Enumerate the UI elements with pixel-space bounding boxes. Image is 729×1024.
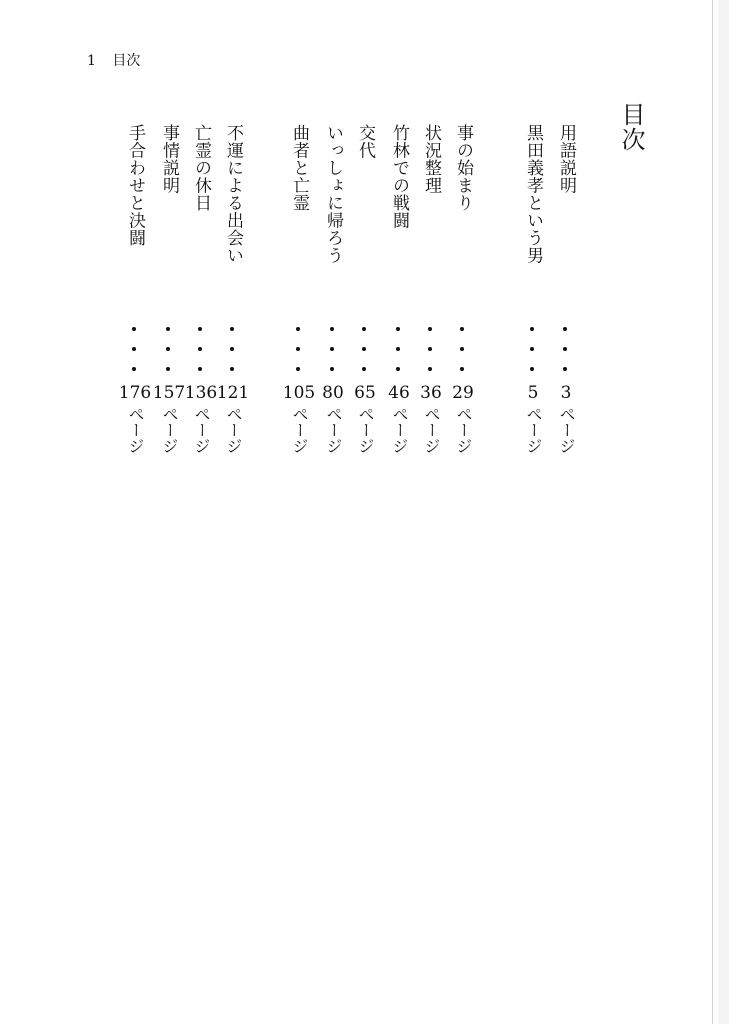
leader-dot	[460, 347, 464, 351]
leader-dot	[530, 327, 534, 331]
toc-entry-title: 竹林での戦闘	[389, 124, 409, 229]
toc-entry-title: 事情説明	[159, 124, 179, 194]
leader-dot	[330, 347, 334, 351]
toc-page-number: 46	[388, 383, 410, 403]
leader-dot	[296, 327, 300, 331]
leader-dot	[132, 347, 136, 351]
leader-dot	[396, 347, 400, 351]
toc-leader-dots	[428, 327, 434, 387]
leader-dot	[362, 347, 366, 351]
leader-dot	[563, 327, 567, 331]
leader-dot	[530, 367, 534, 371]
toc-entry-title: 不運による出会い	[223, 124, 243, 264]
toc-entry-page	[354, 382, 376, 454]
toc-heading: 目次	[617, 102, 645, 152]
toc-page-suffix: ページ	[422, 406, 441, 454]
header-section-title: 目次	[112, 53, 141, 69]
toc-page-number: 176	[118, 383, 152, 403]
leader-dot	[330, 327, 334, 331]
toc-page-suffix: ページ	[223, 406, 243, 454]
toc-entry-title: 曲者と亡霊	[289, 124, 309, 212]
toc-page-number: 121	[216, 383, 250, 403]
leader-dot	[166, 367, 170, 371]
toc-leader-dots	[132, 327, 138, 387]
leader-dot	[230, 367, 234, 371]
leader-dot	[396, 327, 400, 331]
toc-entry[interactable]	[520, 124, 546, 484]
toc-leader-dots	[166, 327, 172, 387]
toc-page-number: 136	[184, 383, 218, 403]
toc-entry-title: 事の始まり	[453, 124, 473, 212]
toc-entry[interactable]	[184, 124, 218, 484]
leader-dot	[132, 367, 136, 371]
leader-dot	[460, 327, 464, 331]
toc-entry[interactable]	[450, 124, 476, 484]
toc-entry[interactable]	[386, 124, 412, 484]
toc-entry-page	[119, 382, 151, 454]
toc-entry-page	[283, 382, 315, 454]
leader-dot	[330, 367, 334, 371]
toc-entry-page	[388, 382, 410, 454]
toc-page-number: 105	[282, 383, 316, 403]
leader-dot	[166, 347, 170, 351]
toc-leader-dots	[362, 327, 368, 387]
leader-dot	[296, 347, 300, 351]
toc-page-suffix: ページ	[324, 406, 343, 454]
leader-dot	[396, 367, 400, 371]
leader-dot	[230, 347, 234, 351]
leader-dot	[132, 327, 136, 331]
toc-entry-page	[185, 382, 217, 454]
toc-entry-title: 状況整理	[421, 124, 441, 194]
toc-entry-page	[217, 382, 249, 454]
toc-entry-page	[522, 382, 544, 454]
leader-dot	[530, 347, 534, 351]
toc-leader-dots	[198, 327, 204, 387]
leader-dot	[198, 367, 202, 371]
toc-leader-dots	[230, 327, 236, 387]
leader-dot	[563, 347, 567, 351]
leader-dot	[563, 367, 567, 371]
leader-dot	[428, 327, 432, 331]
toc-leader-dots	[563, 327, 569, 387]
toc-leader-dots	[296, 327, 302, 387]
toc-entry-page	[555, 382, 577, 454]
toc-entry-page	[420, 382, 442, 454]
toc-leader-dots	[460, 327, 466, 387]
leader-dot	[198, 327, 202, 331]
toc-page-number: 157	[152, 383, 186, 403]
toc-leader-dots	[330, 327, 336, 387]
toc-entry-page	[452, 382, 474, 454]
toc-entry[interactable]	[553, 124, 579, 484]
toc-entry[interactable]	[282, 124, 316, 484]
toc-entry[interactable]	[320, 124, 346, 484]
toc-entry[interactable]	[118, 124, 152, 484]
toc-entry-title: 黒田義孝という男	[523, 124, 543, 264]
toc-entry-title: いっしょに帰ろう	[323, 124, 343, 264]
leader-dot	[296, 367, 300, 371]
toc-page-number: 65	[354, 383, 376, 403]
toc-page-number: 80	[322, 383, 344, 403]
leader-dot	[362, 367, 366, 371]
toc-entry[interactable]	[352, 124, 378, 484]
toc-page-suffix: ページ	[191, 406, 211, 454]
leader-dot	[198, 347, 202, 351]
toc-page-suffix: ページ	[159, 406, 179, 454]
toc-page-suffix: ページ	[524, 406, 543, 454]
leader-dot	[230, 327, 234, 331]
toc-entry[interactable]	[152, 124, 186, 484]
leader-dot	[166, 327, 170, 331]
toc-page-number: 5	[527, 383, 539, 403]
toc-page-suffix: ページ	[289, 406, 309, 454]
toc-page-suffix: ページ	[356, 406, 375, 454]
leader-dot	[428, 367, 432, 371]
toc-entry[interactable]	[418, 124, 444, 484]
toc-leader-dots	[396, 327, 402, 387]
toc-entry-title: 交代	[355, 124, 375, 159]
toc-entry-title: 用語説明	[556, 124, 576, 194]
toc-leader-dots	[530, 327, 536, 387]
toc-page-number: 36	[420, 383, 442, 403]
toc-page-suffix: ページ	[125, 406, 145, 454]
toc-page-suffix: ページ	[390, 406, 409, 454]
toc-entry-title: 亡霊の休日	[191, 124, 211, 212]
toc-page-number: 29	[452, 383, 474, 403]
toc-entry[interactable]	[216, 124, 250, 484]
toc-entry-title: 手合わせと決闘	[125, 124, 145, 247]
toc-page-number: 3	[560, 383, 572, 403]
leader-dot	[460, 367, 464, 371]
leader-dot	[362, 327, 366, 331]
leader-dot	[428, 347, 432, 351]
toc-page-suffix: ページ	[454, 406, 473, 454]
toc-page-suffix: ページ	[557, 406, 576, 454]
header-page-number: 1	[87, 53, 96, 69]
toc-entry-page	[322, 382, 344, 454]
toc-entry-page	[153, 382, 185, 454]
